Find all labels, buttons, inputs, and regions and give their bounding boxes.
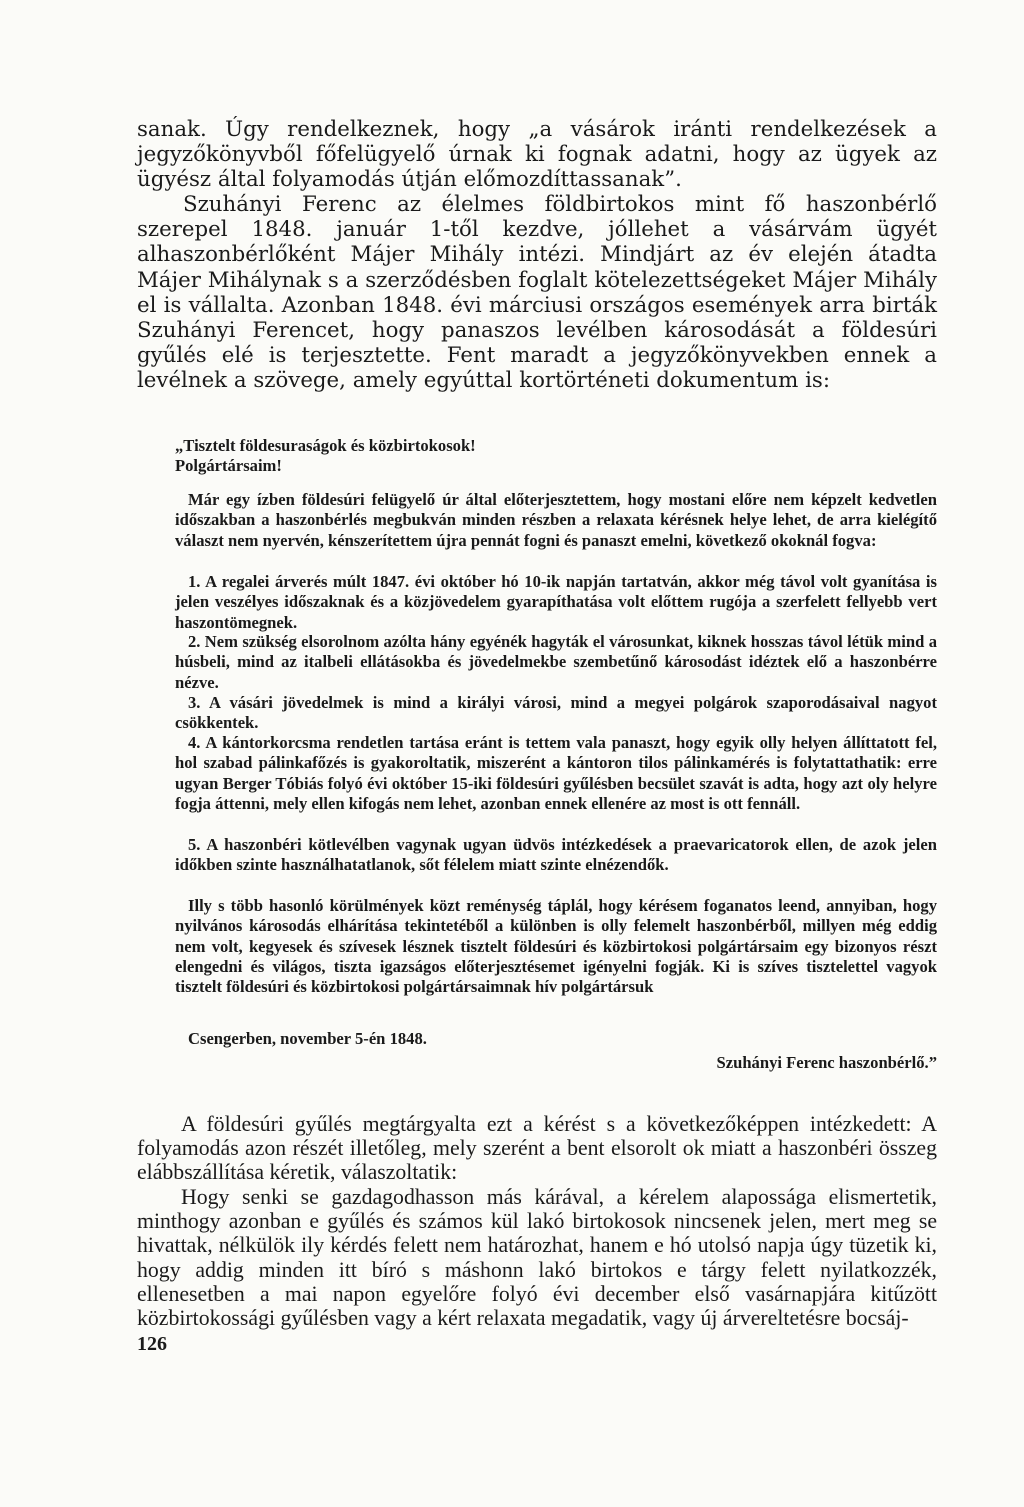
letter-salutation-2: Polgártársaim! bbox=[175, 456, 282, 475]
letter-item-2: 2. Nem szükség elsorolnom azólta hány egyénék hagyták el városunkat, kiknek hosszas távol létük mind a húsbeli, mind az italbeli ellátásokba és jövedelmekbe szembetűnő károsodást idéztek elő a haszonbérre nézve. bbox=[175, 632, 937, 692]
letter-intro: Már egy ízben földesúri felügyelő úr által előterjesztettem, hogy mostani előre nem képzelt kedvetlen időszakban a haszonbérlés megbukván minden részben a relaxata kérésnek helye lehet, de arra kielégítő választ nem nyervén, kénszerítettem újra pennát fogni és panaszt emelni, következő okoknál fogva: bbox=[175, 490, 937, 550]
letter-item-4: 4. A kántorkorcsma rendetlen tartása eránt is tettem vala panaszt, hogy egyik olly helyen állíttatott fel, hol szabad pálinkafőzés is gyakoroltatik, miszerént a kántoron tilos pálinkamérés is folytattathatik: erre ugyan Berger Tóbiás folyó évi október 15-iki földesúri gyűlésben becsület szavát is adta, hogy azt oly helyre fogja áttenni, mely ellen kifogás nem lehet, azonban ennek ellenére az most is ott fennáll. bbox=[175, 733, 937, 813]
paragraph-intro: sanak. Úgy rendelkeznek, hogy „a vásárok iránti rendelkezések a jegyzőkönyvből főfelügyelő úrnak ki fognak adatni, hogy az ügyek az ügyész által folyamodás útján előmozdíttassanak”. bbox=[137, 117, 937, 193]
letter-closing: Illy s több hasonló körülmények közt reménység táplál, hogy kérésem foganatos leend, annyiban, hogy nyilvános károsodás elhárítása tekintetéből a különben is olly felemelt haszonbérből, millyen még eddig nem volt, kegyesek és szívesek lésznek tisztelt földesúri és közbirtokosi polgártársaim egy bizonyos részt elengedni és világos, tiszta igazságos előterjesztésemet igényelni fogják. Ki is szíves tisztelettel vagyok tisztelt földesúri és közbirtokosi polgártársaimnak hív polgártársuk bbox=[175, 896, 937, 997]
paragraph-decision: A földesúri gyűlés megtárgyalta ezt a kérést s a következőképpen intézkedett: A folyamodás azon részét illetőleg, mely szerént a bent elsorolt ok miatt a haszonbéri összeg elábbszállítása kéretik, válaszoltatik: bbox=[137, 1112, 937, 1185]
letter-item-3: 3. A vásári jövedelmek is mind a királyi városi, mind a megyei polgárok szaporodásaival nagyot csökkentek. bbox=[175, 693, 937, 733]
letter-item-1: 1. A regalei árverés múlt 1847. évi október hó 10-ik napján tartatván, akkor még távol volt gyanítása is jelen veszélyes időszaknak és a közjövedelem gyarapíthatása volt előttem rugója a szerfelett fellyebb vert haszontömegnek. bbox=[175, 572, 937, 632]
letter-salutation-1: „Tisztelt földesuraságok és közbirtokosok! bbox=[175, 436, 476, 455]
letter-signature: Szuhányi Ferenc haszonbérlő.” bbox=[716, 1053, 937, 1072]
paragraph-resolution: Hogy senki se gazdagodhasson más kárával, a kérelem alapossága elismertetik, minthogy azonban e gyűlés és számos kül lakó birtokosok nincsenek jelen, mert meg se hivattak, nélkülök ily kérdés felett nem határozhat, hanem e hó utolsó napja úgy tüzetik ki, hogy addig minden itt bíró s máshonn lakó birtokos e tárgy felett nyilatkozzék, ellenesetben a mai napon egyelőre folyó évi december első vasárnapjára kitűzött közbirtokossági gyűlésben vagy a kért relaxata megadatik, vagy új árvereltetésre bocsáj- bbox=[137, 1185, 937, 1331]
letter-place-date: Csengerben, november 5-én 1848. bbox=[188, 1029, 427, 1048]
page-number: 126 bbox=[137, 1333, 167, 1355]
letter-item-5: 5. A haszonbéri kötlevélben vagynak ugyan üdvös intézkedések a praevaricatorok ellen, de azok jelen időkben szinte használhatatlanok, sőt félelem miatt szinte elnézendők. bbox=[175, 835, 937, 875]
paragraph-szuhanyi: Szuhányi Ferenc az élelmes földbirtokos mint fő haszonbérlő szerepel 1848. január 1-től kezdve, jóllehet a vásárvám ügyét alhaszonbérlőként Májer Mihály intézi. Mindjárt az év elején átadta Májer Mihálynak s a szerződésben foglalt kötelezettségeket Májer Mihály el is vállalta. Azonban 1848. évi márciusi országos események arra birták Szuhányi Ferencet, hogy panaszos levélben károsodását a földesúri gyűlés elé is terjesztette. Fent maradt a jegyzőkönyvekben ennek a levélnek a szövege, amely egyúttal kortörténeti dokumentum is: bbox=[137, 192, 937, 394]
